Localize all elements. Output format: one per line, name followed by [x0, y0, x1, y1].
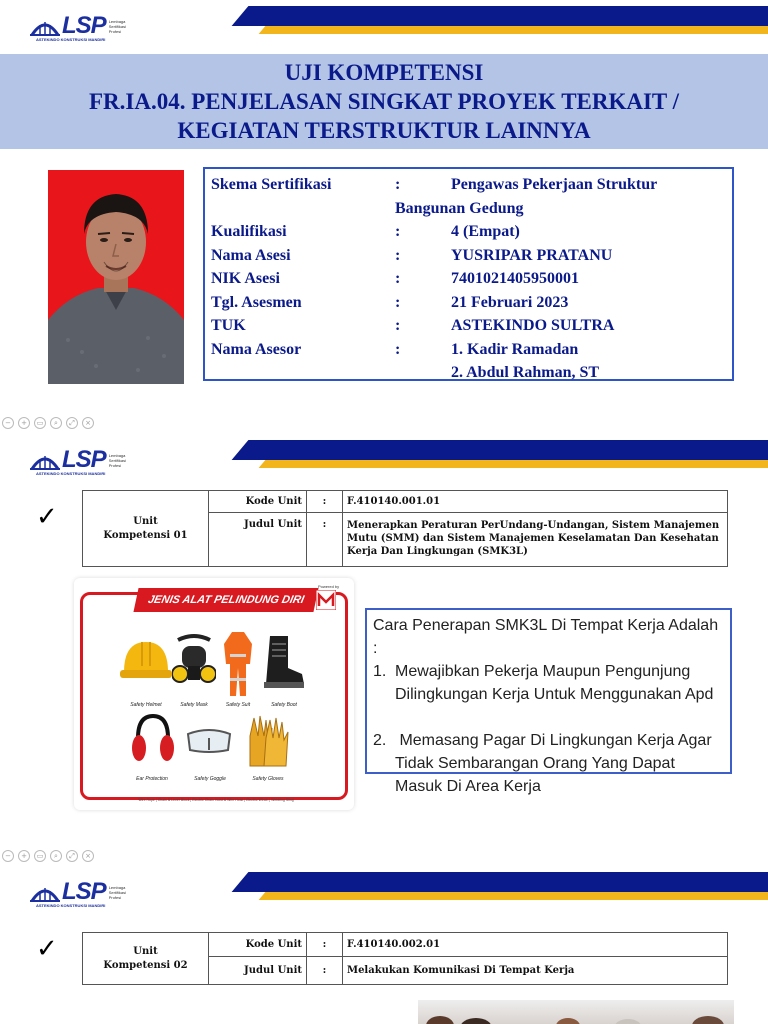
info-label: [211, 361, 395, 385]
bridge-logo-icon: [30, 447, 60, 473]
info-row-skema: [211, 173, 726, 197]
page-subtitle-2: KEGIATAN TERSTRUKTUR LAINNYA: [177, 118, 591, 143]
info-label: Nama Asesi: [211, 246, 291, 264]
safety-suit-icon: [222, 628, 254, 698]
logo-text: LSP: [62, 878, 106, 905]
slide3-header: [0, 866, 768, 914]
kode-value: F.410140.002.01: [343, 933, 728, 957]
logo-text: LSP: [62, 12, 106, 39]
checkmark-icon: ✓: [36, 502, 58, 532]
apd-item-label: Safety Gloves: [252, 776, 284, 782]
kode-colon: :: [307, 933, 343, 957]
info-value: Pengawas Pekerjaan Struktur: [451, 176, 658, 193]
lsp-logo: [30, 12, 133, 40]
asesi-photo: [48, 170, 184, 384]
workplace-photo: [418, 1000, 734, 1024]
judul-value: Menerapkan Peraturan PerUndang-Undangan, Sistem Manajemen Mutu (SMM) dan Sistem Manajemen Keselamatan Dan Kesehatan Kerja Dan Lingkungan (SMK3L): [343, 513, 728, 567]
info-box: [203, 167, 734, 381]
info-colon: :: [395, 223, 401, 240]
apd-powered-label: Powered by: [318, 584, 340, 589]
viewer-toolbar-1: [2, 417, 94, 429]
unit-label-cell: [83, 491, 209, 567]
apd-title: JENIS ALAT PELINDUNG DIRI: [133, 588, 318, 612]
info-row-kualifikasi: [211, 220, 726, 244]
kode-value: F.410140.001.01: [343, 491, 728, 513]
info-label: Tgl. Asesmen: [211, 293, 302, 311]
info-colon: [395, 361, 451, 385]
list-item-number: 1.: [373, 663, 387, 680]
info-row-asesor-2: [211, 361, 726, 385]
judul-label: Judul Unit: [209, 513, 307, 567]
safety-helmet-icon: [120, 636, 172, 686]
info-value: 4 (Empat): [451, 223, 520, 240]
header-stripe-gold: [259, 26, 768, 34]
smk3l-heading: Cara Penerapan SMK3L Di Tempat Kerja Adalah :: [373, 617, 719, 657]
logo-text: LSP: [62, 446, 106, 473]
title-band: [0, 54, 768, 149]
apd-item-label: Safety Suit: [225, 702, 251, 708]
logo-subtitle: Lembaga Sertifikasi Profesi: [108, 884, 127, 900]
info-label: [211, 197, 395, 221]
list-item-text: Mewajibkan Pekerja Maupun Pengunjung Dilingkungan Kerja Untuk Menggunakan Apd: [395, 663, 714, 703]
logo-subtitle: Lembaga Sertifikasi Profesi: [108, 452, 127, 468]
info-value: 7401021405950001: [451, 270, 579, 287]
unit-label: Unit: [133, 515, 158, 527]
smk3l-textbox: [365, 608, 732, 795]
close-icon[interactable]: ×: [82, 417, 94, 429]
logo-tagline: ASTEKINDO KONSTRUKSI MANDIRI: [36, 37, 106, 42]
info-colon: :: [395, 176, 401, 193]
header-stripe-navy: [232, 440, 768, 460]
list-item-number: 2.: [373, 732, 387, 749]
unit-number: Kompetensi 01: [103, 529, 188, 541]
portrait-image: [48, 170, 184, 384]
info-value: Bangunan Gedung: [395, 199, 524, 217]
fullscreen-icon[interactable]: ⤢: [66, 850, 78, 862]
list-item: [373, 729, 724, 798]
fit-icon[interactable]: ▭: [34, 417, 46, 429]
judul-label: Judul Unit: [209, 957, 307, 985]
judul-colon: :: [307, 957, 343, 985]
unit-table-2: [82, 932, 728, 985]
slide1-header: [0, 0, 768, 48]
header-stripe-gold: [259, 892, 768, 900]
info-row-tuk: [211, 314, 726, 338]
apd-item-label: Safety Helmet: [130, 702, 162, 708]
header-stripe-navy: [232, 872, 768, 892]
info-value: 2. Abdul Rahman, ST: [451, 364, 600, 381]
info-label: Nama Asesor: [211, 340, 302, 358]
kode-colon: :: [307, 491, 343, 513]
checkmark-icon: ✓: [36, 934, 58, 964]
info-colon: :: [395, 246, 401, 264]
zoom-out-icon[interactable]: −: [2, 850, 14, 862]
apd-item-label: Safety Boot: [271, 702, 297, 708]
info-value: YUSRIPAR PRATANU: [451, 246, 613, 264]
bridge-logo-icon: [30, 879, 60, 905]
brand-m-icon: [316, 590, 336, 610]
fullscreen-icon[interactable]: ⤢: [66, 417, 78, 429]
safety-mask-icon: [172, 632, 216, 690]
lsp-logo: [30, 446, 133, 474]
unit-number: Kompetensi 02: [103, 959, 188, 971]
unit-table-1: [82, 490, 728, 567]
info-row-asesor: [211, 338, 726, 362]
info-label: TUK: [211, 317, 246, 334]
info-value: ASTEKINDO SULTRA: [451, 317, 615, 334]
list-item: [373, 660, 724, 706]
info-colon: :: [395, 317, 401, 334]
safety-goggle-icon: [186, 724, 232, 756]
unit-label-cell: [83, 933, 209, 985]
info-value: 1. Kadir Ramadan: [451, 340, 579, 358]
kode-label: Kode Unit: [209, 491, 307, 513]
logo-tagline: ASTEKINDO KONSTRUKSI MANDIRI: [36, 903, 106, 908]
search-icon[interactable]: ⌕: [50, 850, 62, 862]
photo-image: [418, 1000, 734, 1024]
apd-item-label: Safety Goggle: [194, 776, 226, 782]
kode-label: Kode Unit: [209, 933, 307, 957]
lsp-logo: [30, 878, 133, 906]
safety-gloves-icon: [246, 712, 290, 768]
slide2-header: [0, 434, 768, 482]
logo-tagline: ASTEKINDO KONSTRUKSI MANDIRI: [36, 471, 106, 476]
info-row-nik: [211, 267, 726, 291]
info-label: Kualifikasi: [211, 223, 287, 240]
zoom-in-icon[interactable]: +: [18, 417, 30, 429]
header-stripe-navy: [232, 6, 768, 26]
apd-footer: Wire Rope | Chain & Lever Block | Electric Chain Hoist & Wire Hoist | Electric Winch | Webbing Sling: [138, 798, 294, 802]
page-subtitle-1: FR.IA.04. PENJELASAN SINGKAT PROYEK TERKAIT /: [88, 89, 679, 114]
apd-item-label: Ear Protection: [136, 776, 168, 782]
search-icon[interactable]: ⌕: [50, 417, 62, 429]
list-item-text: Memasang Pagar Di Lingkungan Kerja Agar Tidak Sembarangan Orang Yang Dapat Masuk Di Area Kerja: [395, 732, 716, 795]
apd-item-label: Safety Mask: [180, 702, 208, 708]
info-value: 21 Februari 2023: [451, 293, 569, 311]
info-row-skema-cont: [211, 197, 726, 221]
info-label: Skema Sertifikasi: [211, 176, 332, 193]
judul-value: Melakukan Komunikasi Di Tempat Kerja: [343, 957, 728, 985]
page-title: UJI KOMPETENSI: [284, 60, 484, 85]
info-row-nama-asesi: [211, 244, 726, 268]
info-row-tgl: [211, 291, 726, 315]
ear-protection-icon: [132, 714, 174, 766]
header-stripe-gold: [259, 460, 768, 468]
bridge-logo-icon: [30, 13, 60, 39]
fit-icon[interactable]: ▭: [34, 850, 46, 862]
apd-frame: [80, 592, 348, 800]
viewer-toolbar-2: [2, 850, 94, 862]
info-colon: :: [395, 270, 401, 287]
info-colon: :: [395, 340, 401, 358]
zoom-out-icon[interactable]: −: [2, 417, 14, 429]
info-label: NIK Asesi: [211, 270, 280, 287]
logo-subtitle: Lembaga Sertifikasi Profesi: [108, 18, 127, 34]
apd-infographic: [74, 578, 354, 810]
zoom-in-icon[interactable]: +: [18, 850, 30, 862]
judul-colon: :: [307, 513, 343, 567]
safety-boot-icon: [260, 634, 306, 690]
info-colon: :: [395, 293, 401, 311]
close-icon[interactable]: ×: [82, 850, 94, 862]
unit-label: Unit: [133, 945, 158, 957]
